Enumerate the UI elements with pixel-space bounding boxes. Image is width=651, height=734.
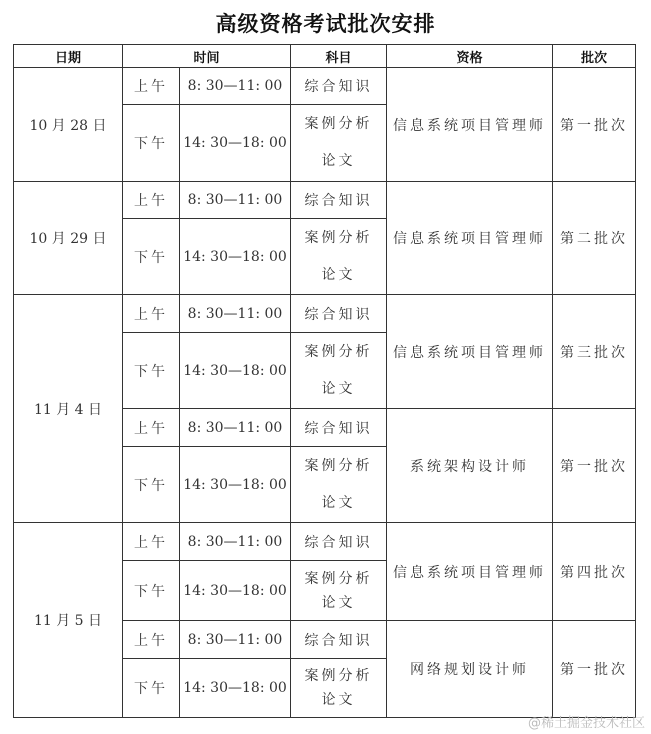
header-subject: 科目: [291, 45, 387, 68]
time-cell: 8: 30—11: 00: [180, 295, 291, 333]
date-cell: 11 月 4 日: [14, 295, 123, 523]
subject-cell: [291, 105, 387, 182]
date-cell: 10 月 28 日: [14, 68, 123, 182]
subject-cell: [291, 659, 387, 718]
period-cell: 下午: [123, 219, 180, 295]
header-date: 日期: [14, 45, 123, 68]
time-cell: 14: 30—18: 00: [180, 219, 291, 295]
time-cell: 8: 30—11: 00: [180, 182, 291, 219]
subject-case: 案例分析: [304, 457, 373, 474]
period-cell: 下午: [123, 333, 180, 409]
subject-cell: [291, 219, 387, 295]
subject-cell: [291, 333, 387, 409]
subject-case: 案例分析: [304, 570, 373, 587]
subject-essay: 论文: [321, 692, 356, 708]
subject-essay: 论文: [321, 380, 356, 397]
time-cell: 14: 30—18: 00: [180, 659, 291, 718]
schedule-table: [13, 44, 636, 718]
period-cell: 上午: [123, 295, 180, 333]
period-cell: 上午: [123, 68, 180, 105]
subject-essay: 论文: [321, 153, 356, 169]
header-qualification: 资格: [387, 45, 553, 68]
subject-case: 案例分析: [304, 116, 373, 132]
period-cell: 下午: [123, 659, 180, 718]
header-row: [14, 45, 636, 68]
subject-essay: 论文: [321, 494, 356, 511]
time-cell: 14: 30—18: 00: [180, 333, 291, 409]
header-batch: 批次: [553, 45, 636, 68]
date-cell: 10 月 29 日: [14, 182, 123, 295]
qualification-cell: 信息系统项目管理师: [387, 295, 553, 409]
time-cell: 8: 30—11: 00: [180, 409, 291, 447]
watermark: @稀土掘金技术社区: [527, 716, 645, 731]
time-cell: 8: 30—11: 00: [180, 523, 291, 561]
qualification-cell: 系统架构设计师: [387, 409, 553, 523]
subject-cell: 综合知识: [291, 621, 387, 659]
subject-case: 案例分析: [304, 668, 373, 684]
subject-essay: 论文: [321, 266, 356, 283]
subject-case: 案例分析: [304, 229, 373, 246]
period-cell: 下午: [123, 561, 180, 621]
batch-cell: 第一批次: [553, 621, 636, 718]
table-row: [14, 295, 636, 333]
subject-cell: 综合知识: [291, 409, 387, 447]
table-row: [14, 182, 636, 219]
batch-cell: 第一批次: [553, 409, 636, 523]
header-time: 时间: [123, 45, 291, 68]
batch-cell: 第四批次: [553, 523, 636, 621]
time-cell: 8: 30—11: 00: [180, 68, 291, 105]
batch-cell: 第一批次: [553, 68, 636, 182]
qualification-cell: 网络规划设计师: [387, 621, 553, 718]
subject-cell: 综合知识: [291, 295, 387, 333]
table-row: [14, 68, 636, 105]
date-cell: 11 月 5 日: [14, 523, 123, 718]
period-cell: 上午: [123, 621, 180, 659]
period-cell: 下午: [123, 105, 180, 182]
subject-cell: 综合知识: [291, 523, 387, 561]
qualification-cell: 信息系统项目管理师: [387, 523, 553, 621]
qualification-cell: 信息系统项目管理师: [387, 68, 553, 182]
page-title: 高级资格考试批次安排: [215, 11, 436, 36]
period-cell: 下午: [123, 447, 180, 523]
subject-cell: [291, 561, 387, 621]
table-row: [14, 523, 636, 561]
subject-case: 案例分析: [304, 343, 373, 360]
time-cell: 14: 30—18: 00: [180, 105, 291, 182]
period-cell: 上午: [123, 523, 180, 561]
time-cell: 14: 30—18: 00: [180, 561, 291, 621]
batch-cell: 第二批次: [553, 182, 636, 295]
subject-essay: 论文: [321, 594, 356, 611]
period-cell: 上午: [123, 182, 180, 219]
qualification-cell: 信息系统项目管理师: [387, 182, 553, 295]
subject-cell: 综合知识: [291, 68, 387, 105]
time-cell: 8: 30—11: 00: [180, 621, 291, 659]
time-cell: 14: 30—18: 00: [180, 447, 291, 523]
subject-cell: 综合知识: [291, 182, 387, 219]
period-cell: 上午: [123, 409, 180, 447]
subject-cell: [291, 447, 387, 523]
batch-cell: 第三批次: [553, 295, 636, 409]
